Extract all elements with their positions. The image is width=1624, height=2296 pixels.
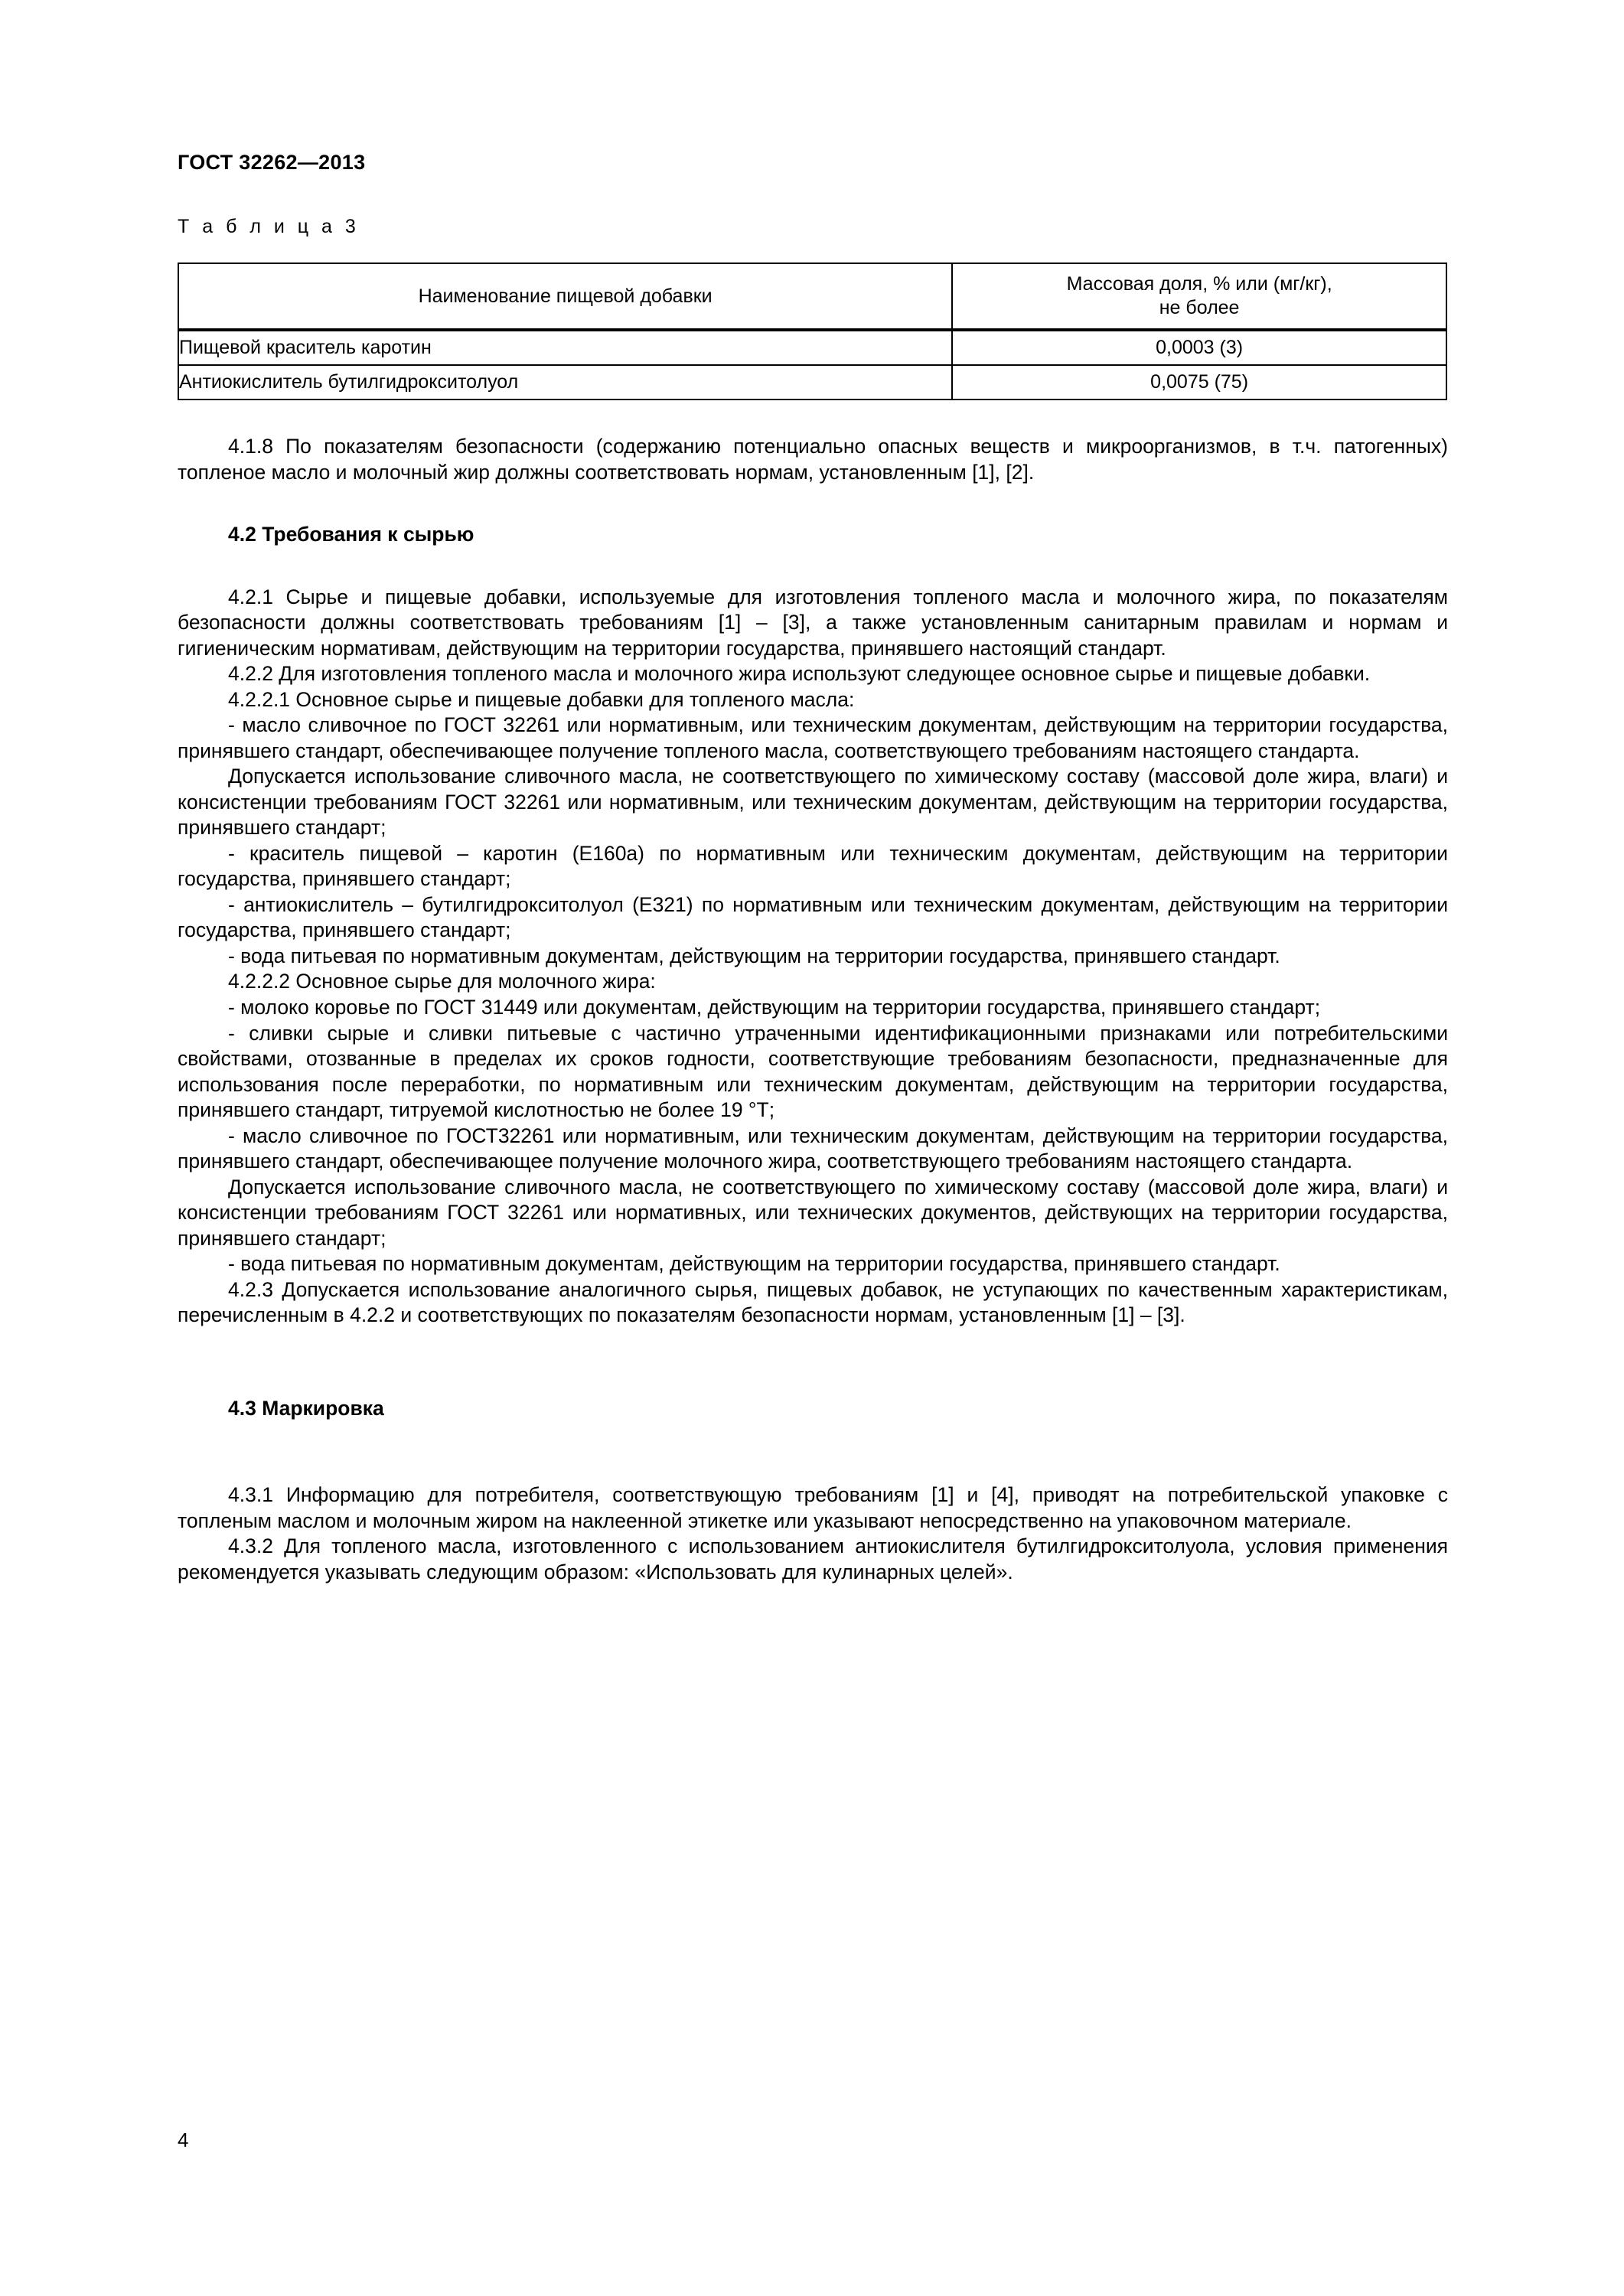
- paragraph-4-3-2: 4.3.2 Для топленого масла, изготовленного с использованием антиокислителя бутилгидрокситолуола, условия применения рекомендуется указывать следующим образом: «Использовать для кулинарных целей».: [178, 1534, 1448, 1583]
- spacer: [178, 485, 1448, 522]
- list-item-antioxidant-bht: - антиокислитель – бутилгидрокситолуол (Е321) по нормативным или техническим документам, действующим на территории государства, принявшего стандарт;: [178, 892, 1448, 942]
- table-header-row: [178, 263, 1446, 330]
- list-item-raw-and-drinking-cream: - сливки сырые и сливки питьевые с частично утраченными идентификационными признаками или потребительскими свойствами, отозванные в пределах их сроков годности, соответствующие требованиям безопасности, предназначенные для использования после переработки, по нормативным или техническим документам, действующим на территории государства, принявшего стандарт, титруемой кислотностью не более 19 °Т;: [178, 1021, 1448, 1122]
- paragraph-4-2-2-2: 4.2.2.2 Основное сырье для молочного жира:: [228, 970, 656, 993]
- paragraph-4-3-1: 4.3.1 Информацию для потребителя, соответствующую требованиям [1] и [4], приводят на потребительской упаковке с топленым маслом и молочным жиром на наклеенной этикетке или указывают непосредственно на упаковочном материале.: [178, 1483, 1448, 1532]
- table-header: [178, 263, 1446, 330]
- spacer: [178, 1421, 1448, 1482]
- table-body: [178, 330, 1446, 400]
- list-item-drinking-water-ghee: - вода питьевая по нормативным документам, действующим на территории государства, принявшего стандарт.: [228, 944, 1280, 967]
- paragraph-4-2-2-1-note: Допускается использование сливочного масла, не соответствующего по химическому составу (массовой доле жира, влаги) и консистенции требованиям ГОСТ 32261 или нормативным, или техническим документам, действующим на территории государства, принявшего стандарт;: [178, 765, 1448, 840]
- food-additives-table: [178, 263, 1447, 400]
- column-header-mass-fraction-line2: не более: [1159, 297, 1240, 319]
- table-cell-mass-fraction: 0,0003 (3): [952, 330, 1446, 365]
- table-cell-additive-name: Антиокислитель бутилгидрокситолуол: [178, 365, 952, 400]
- table-cell-mass-fraction: 0,0075 (75): [952, 365, 1446, 400]
- column-header-additive-name: Наименование пищевой добавки: [178, 263, 952, 330]
- paragraph-4-2-1: 4.2.1 Сырье и пищевые добавки, используемые для изготовления топленого масла и молочного жира, по показателям безопасности должны соответствовать требованиям [1] – [3], а также установленным санитарным правилам и нормам и гигиеническим нормативам, действующим на территории государства, принявшего настоящий стандарт.: [178, 585, 1448, 660]
- section-heading-4-3: 4.3 Маркировка: [228, 1396, 384, 1420]
- paragraph-4-2-2-1: 4.2.2.1 Основное сырье и пищевые добавки для топленого масла:: [228, 687, 855, 711]
- table-caption: Т а б л и ц а 3: [178, 215, 360, 237]
- list-item-colorant-carotene: - краситель пищевой – каротин (Е160а) по нормативным или техническим документам, действующим на территории государства, принявшего стандарт;: [178, 841, 1448, 891]
- list-item-butter-for-ghee: - масло сливочное по ГОСТ 32261 или нормативным, или техническим документам, действующим на территории государства, принявшего стандарт, обеспечивающее получение топленого масла, соответствующего требованиям настоящего стандарта.: [178, 713, 1448, 762]
- list-item-cow-milk: - молоко коровье по ГОСТ 31449 или документам, действующим на территории государства, принявшего стандарт;: [228, 995, 1321, 1019]
- spacer: [178, 548, 1448, 585]
- table-row: [178, 365, 1446, 400]
- list-item-butter-for-milkfat: - масло сливочное по ГОСТ32261 или нормативным, или техническим документам, действующим на территории государства, принявшего стандарт, обеспечивающее получение молочного жира, соответствующего требованиям настоящего стандарта.: [178, 1124, 1448, 1173]
- column-header-mass-fraction: [952, 263, 1446, 330]
- paragraph-4-1-8: 4.1.8 По показателям безопасности (содержанию потенциально опасных веществ и микроорганизмов, в т.ч. патогенных) топленое масло и молочный жир должны соответствовать нормам, установленным [1], [2].: [178, 435, 1448, 484]
- paragraph-4-2-2-2-note: Допускается использование сливочного масла, не соответствующего по химическому составу (массовой доле жира, влаги) и консистенции требованиям ГОСТ 32261 или нормативных, или технических документов, действующих на территории государства, принявшего стандарт;: [178, 1175, 1448, 1250]
- page-number: 4: [178, 2128, 189, 2151]
- page-content: [178, 0, 1448, 1585]
- document-header-standard-number: ГОСТ 32262—2013: [178, 151, 366, 174]
- list-item-drinking-water-milkfat: - вода питьевая по нормативным документам, действующим на территории государства, принявшего стандарт.: [228, 1252, 1280, 1276]
- spacer: [178, 1329, 1448, 1396]
- paragraph-4-2-3: 4.2.3 Допускается использование аналогичного сырья, пищевых добавок, не уступающих по качественным характеристикам, перечисленным в 4.2.2 и соответствующих по показателям безопасности нормам, установленным [1] – [3].: [178, 1277, 1448, 1327]
- section-heading-4-2: 4.2 Требования к сырью: [228, 523, 474, 546]
- table-cell-additive-name: Пищевой краситель каротин: [178, 330, 952, 365]
- table-row: [178, 330, 1446, 365]
- column-header-mass-fraction-line1: Массовая доля, % или (мг/кг),: [1066, 272, 1332, 295]
- paragraph-4-2-2: 4.2.2 Для изготовления топленого масла и молочного жира используют следующее основное сырье и пищевые добавки.: [228, 662, 1371, 686]
